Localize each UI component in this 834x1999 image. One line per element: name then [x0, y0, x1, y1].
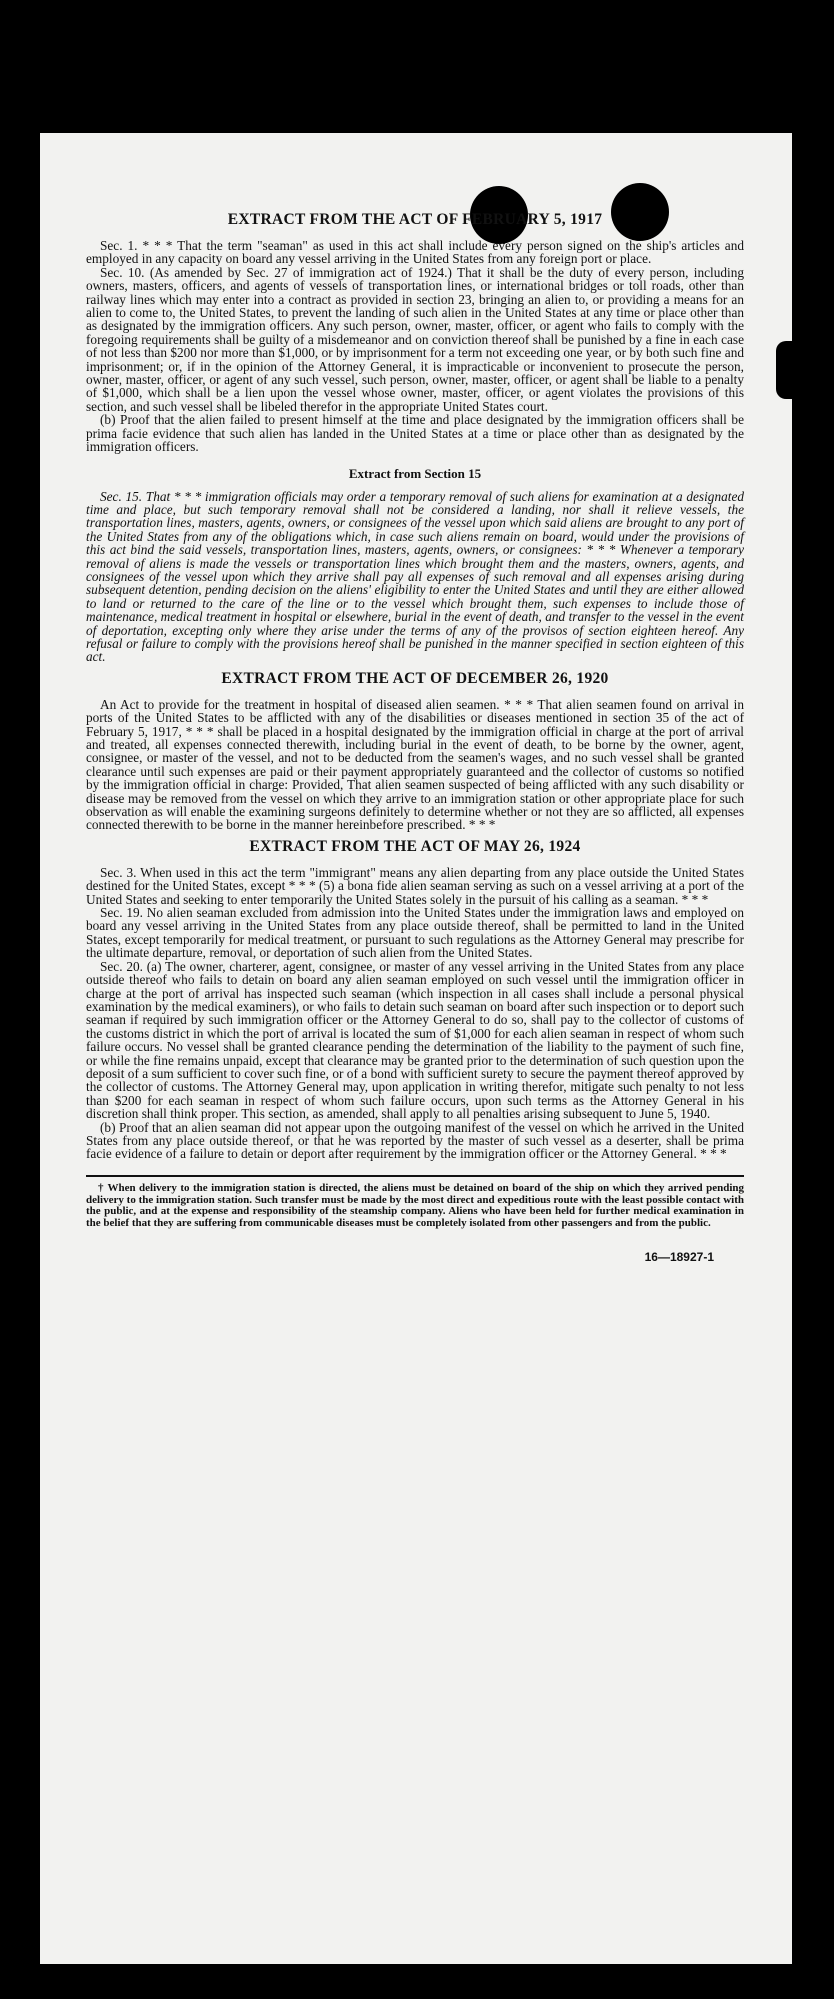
footnote: † When delivery to the immigration station is directed, the aliens must be detained on board of the ship on which they arrived pending delivery to the immigration station. Such transfer must be made by the most direct and expeditious route with the least possible contact with the public, and at the expense and responsibility of the steamship company. Aliens who have been held for further medical examination in the belief that they are suffering from communicable diseases must be completely isolated from other passengers and from the public. — [86, 1181, 744, 1230]
paragraph: An Act to provide for the treatment in hospital of diseased alien seamen. * * * That alien seamen found on arrival in ports of the United States to be afflicted with any of the disabilities or diseases mentioned in section 35 of the act of February 5, 1917, * * * shall be placed in a hospital designated by the immigration official in charge at the port of arrival and treated, all expenses connected therewith, including burial in the event of death, to be borne by the owner, agent, consignee, or master of the vessel, and not to be deducted from the seamen's wages, and no such vessel shall be granted clearance until such expenses are paid or their payment appropriately guaranteed and the collector of customs so notified by the immigration official in charge: Provided, That alien seamen suspected of being afflicted with any such disability or disease may be removed from the vessel on which they arrive to an immigration station or other appropriate place for such observation as will enable the examining surgeons definitely to determine whether or not they are so afflicted, all expenses connected therewith to be borne in the manner hereinbefore prescribed. * * * — [86, 696, 744, 833]
section-title: EXTRACT FROM THE ACT OF FEBRUARY 5, 1917 — [227, 211, 603, 228]
section-title: EXTRACT FROM THE ACT OF DECEMBER 26, 1920 — [221, 669, 609, 687]
paragraph: Sec. 1. * * * That the term "seaman" as used in this act shall include every person signed on the ship's articles and employed in any capacity on board any vessel arriving in the United States from any foreign port or place. — [86, 238, 744, 267]
paragraph: Sec. 10. (As amended by Sec. 27 of immigration act of 1924.) That it shall be the duty of every person, including owners, masters, officers, and agents of vessels of transportation lines, or international bridges or toll roads, other than railway lines which may enter into a contract as provided in section 23, bringing an alien to, or providing a means for an alien to come to, the United States, to prevent the landing of such alien in the United States at any time or place other than as designated by the immigration officers. Any such person, owner, master, officer, or agent who fails to comply with the foregoing requirements shall be guilty of a misdemeanor and on conviction thereof shall be punished by a fine in each case of not less than $200 nor more than $1,000, or by imprisonment for a term not exceeding one year, or by both such fine and imprisonment; or, if in the opinion of the Attorney General, it is impracticable or inconvenient to prosecute the person, owner, master, officer, or agent of any such vessel, such person, owner, master, officer, or agent shall be liable to a penalty of $1,000, which shall be a lien upon the vessel whose owner, master, officer, or agent violates the provisions of this section, and such vessel shall be libeled therefor in the appropriate United States court. — [86, 264, 744, 414]
paragraph: Sec. 19. No alien seaman excluded from admission into the United States under the immigration laws and employed on board any vessel arriving in the United States from any place outside thereof, shall be permitted to land in the United States, except temporarily for medical treatment, or pursuant to such regulations as the Attorney General may prescribe for the ultimate departure, removal, or deportation of such alien from the United States. — [86, 905, 744, 961]
section-title: EXTRACT FROM THE ACT OF MAY 26, 1924 — [249, 837, 581, 855]
document-page — [40, 133, 792, 1964]
footnote-divider — [86, 1175, 744, 1177]
form-number: 16—18927-1 — [644, 1249, 714, 1264]
paragraph: (b) Proof that the alien failed to present himself at the time and place designated by the immigration officers shall be prima facie evidence that such alien has landed in the United States at a time or place other than as designated by the immigration officers. — [86, 412, 744, 455]
paragraph: Sec. 15. That * * * immigration officials may order a temporary removal of such aliens for examination at a designated time and place, but such temporary removal shall not be considered a landing, nor shall it relieve vessels, the transportation lines, masters, agents, owners, or consignees of the vessel upon which said aliens are brought to any port of the United States from any of the obligations which, in case such aliens remain on board, would under the provisions of this act bind the said vessels, transportation lines, masters, agents, owners, or consignees: * * * Whenever a temporary removal of aliens is made the vessels or transportation lines which brought them and the masters, owners, agents, and consignees of the vessel upon which they arrive shall pay all expenses of such removal and all expenses arising during subsequent detention, pending decision on the aliens' eligibility to enter the United States and until they are either allowed to land or returned to the care of the line or to the vessel which brought them, such expenses to include those of maintenance, medical treatment in hospital or elsewhere, burial in the event of death, and transfer to the vessel in the event of deportation, excepting only where they arise under the terms of any of the provisos of section eighteen hereof. Any refusal or failure to comply with the provisions hereof shall be punished in the manner specified in section eighteen of this act. — [86, 488, 744, 665]
paragraph: Sec. 3. When used in this act the term "immigrant" means any alien departing from any place outside the United States destined for the United States, except * * * (5) a bona fide alien seaman serving as such on a vessel arriving at a port of the United States and seeking to enter temporarily the United States solely in the pursuit of his calling as a seaman. * * * — [86, 864, 744, 907]
section-subtitle: Extract from Section 15 — [348, 465, 482, 481]
paragraph: (b) Proof that an alien seaman did not appear upon the outgoing manifest of the vessel on which he arrived in the United States from any place outside thereof, or that he was reported by the master of such vessel as a deserter, shall be prima facie evidence of a failure to detain or deport after requirement by the immigration officer or the Attorney General. * * * — [86, 1119, 744, 1162]
document-body — [86, 211, 744, 1264]
paragraph: Sec. 20. (a) The owner, charterer, agent, consignee, or master of any vessel arriving in the United States from any place outside thereof who fails to detain on board any alien seaman employed on such vessel until the immigration officer in charge at the port of arrival has inspected such seaman (which inspection in all cases shall include a personal physical examination by the medical examiners), or who fails to detain such seaman on board after such inspection or to deport such seaman if required by such immigration officer or the Attorney General to do so, shall pay to the collector of customs of the customs district in which the port of arrival is located the sum of $1,000 for each alien seaman in respect of whom such failure occurs. No vessel shall be granted clearance pending the determination of the liability to the payment of such fine, or while the fine remains unpaid, except that clearance may be granted prior to the determination of such question upon the deposit of a sum sufficient to cover such fine, or of a bond with sufficient surety to secure the payment thereof approved by the collector of customs. The Attorney General may, upon application in writing therefor, mitigate such penalty to not less than $200 for each seaman in respect of whom such failure occurs, upon such terms as the Attorney General in his discretion shall think proper. This section, as amended, shall apply to all penalties arising subsequent to June 5, 1940. — [86, 958, 744, 1122]
edge-notch — [776, 341, 792, 399]
